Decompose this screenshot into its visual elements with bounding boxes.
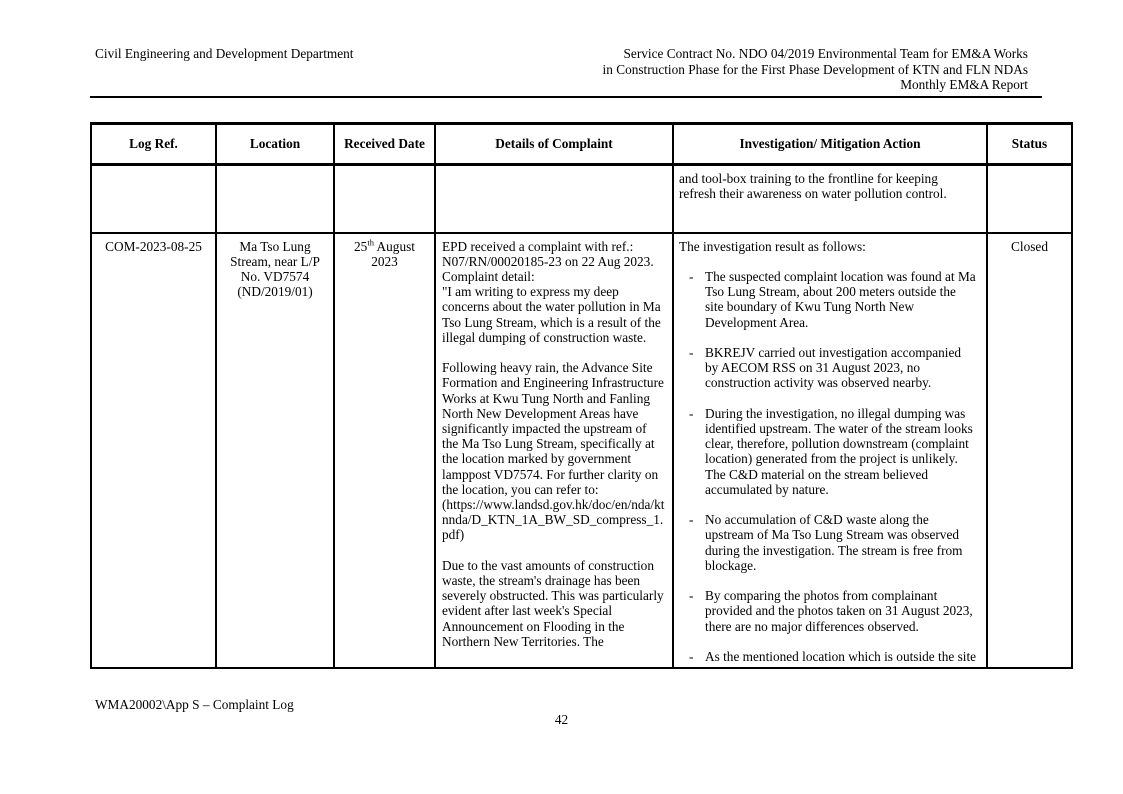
- details-paragraph: Following heavy rain, the Advance Site Formation and Engineering Infrastructure Works at Kwu Tung North and Fanling North New Development Areas have significantly impacted the upstream of the Ma Tso Lung Stream, specifically at the location marked by government lamppost VD7574. For further clarity on the location, you can refer to: (https://www.landsd.gov.hk/doc/en/nda/ktnnda/D_KTN_1A_BW_SD_compress_1.pdf): [442, 360, 665, 543]
- cell-details: [435, 233, 673, 669]
- cell-log-ref: [91, 233, 216, 669]
- cell-location: [216, 233, 334, 669]
- cell-log-ref-empty: [91, 165, 216, 233]
- table-header-row: [91, 124, 1072, 165]
- carryover-row: [91, 165, 1072, 233]
- investigation-carryover-text: and tool-box training to the frontline for keeping refresh their awareness on water pollution control.: [679, 171, 947, 202]
- footer-doc-ref: WMA20002\App S – Complaint Log: [95, 697, 294, 712]
- status-value: Closed: [1011, 238, 1048, 254]
- footer-page-number: 42: [554, 712, 569, 727]
- cell-date-empty: [334, 165, 435, 233]
- received-date-year: 2023: [371, 253, 398, 269]
- cell-investigation: [673, 233, 987, 669]
- investigation-item: - No accumulation of C&D waste along the upstream of Ma Tso Lung Stream was observed during the investigation. The stream is free from blockage.: [679, 512, 977, 573]
- log-ref-value: COM-2023-08-25: [105, 238, 202, 254]
- investigation-item: - The suspected complaint location was found at Ma Tso Lung Stream, about 200 meters outside the site boundary of Kwu Tung North New Development Area.: [679, 269, 977, 330]
- details-paragraph: "I am writing to express my deep concerns about the water pollution in Ma Tso Lung Stream, which is a result of the illegal dumping of construction waste.: [442, 284, 661, 345]
- cell-status-empty: [987, 165, 1072, 233]
- cell-details-empty: [435, 165, 673, 233]
- investigation-intro: The investigation result as follows:: [679, 238, 866, 254]
- complaint-row: [91, 233, 1072, 669]
- contract-title-line2: in Construction Phase for the First Phase Development of KTN and FLN NDAs: [602, 61, 1028, 77]
- complaint-log-table: [90, 122, 1073, 669]
- contract-title-line3: Monthly EM&A Report: [900, 77, 1028, 92]
- col-header-investigation: Investigation/ Mitigation Action: [673, 124, 987, 165]
- cell-investigation-carryover: [673, 165, 987, 233]
- page-header: [90, 46, 1042, 98]
- cell-status: [987, 233, 1072, 669]
- investigation-item: - As the mentioned location which is outside the site: [679, 649, 977, 664]
- received-date-ordinal: th: [367, 237, 374, 248]
- details-paragraph: Due to the vast amounts of construction waste, the stream's drainage has been severely obstructed. This was particularly evident after last week's Special Announcement on Flooding in the Northern New Territories. The: [442, 557, 664, 649]
- investigation-item: - By comparing the photos from complainant provided and the photos taken on 31 August 2023, there are no major differences observed.: [679, 588, 977, 634]
- contract-title-line1: Service Contract No. NDO 04/2019 Environmental Team for EM&A Works: [623, 46, 1028, 61]
- cell-received-date: [334, 233, 435, 669]
- col-header-location: Location: [216, 124, 334, 165]
- contract-title: [603, 46, 1042, 93]
- details-paragraph: EPD received a complaint with ref.: N07/RN/00020185-23 on 22 Aug 2023. Complaint detail:: [442, 238, 654, 284]
- location-value: Ma Tso Lung Stream, near L/P No. VD7574 (ND/2019/01): [230, 238, 320, 300]
- received-date-month: August: [376, 238, 415, 254]
- received-date-day: 25: [354, 238, 368, 254]
- department-title: Civil Engineering and Development Department: [95, 46, 354, 61]
- investigation-item: - BKREJV carried out investigation accompanied by AECOM RSS on 31 August 2023, no construction activity was observed nearby.: [679, 345, 977, 391]
- cell-location-empty: [216, 165, 334, 233]
- col-header-status: Status: [987, 124, 1072, 165]
- investigation-item: - During the investigation, no illegal dumping was identified upstream. The water of the stream looks clear, therefore, pollution downstream (complaint location) generated from the project is unlikely. The C&D material on the stream believed accumulated by nature.: [679, 406, 977, 497]
- col-header-received-date: Received Date: [334, 124, 435, 165]
- col-header-log-ref: Log Ref.: [91, 124, 216, 165]
- col-header-details: Details of Complaint: [435, 124, 673, 165]
